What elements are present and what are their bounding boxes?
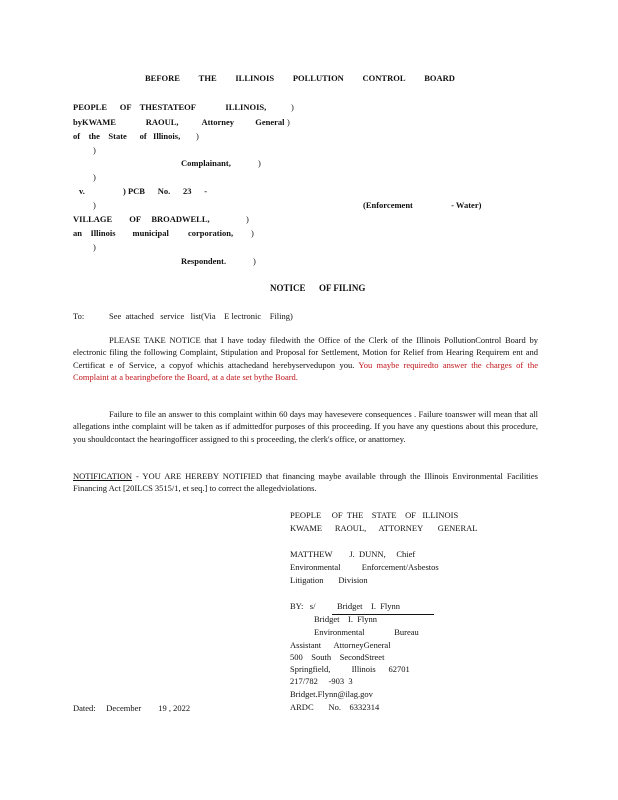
sig-ardc: ARDC No. 6332314 (290, 702, 380, 712)
sig-litigation: Litigation Division (290, 575, 368, 585)
caption-paren: ) (196, 131, 199, 141)
notification-label: NOTIFICATION (73, 471, 133, 481)
notice-paragraph (73, 334, 538, 384)
caption-paren: ) (287, 117, 290, 127)
sig-name: Bridget I. Flynn (314, 614, 378, 624)
notification-text: - YOU ARE HEREBY NOTIFIED that financing maybe available through the Illinois Environmental Facilities Financing Act [20ILCS 3515/1, et seq.] to correct the allegedviolations. (73, 471, 538, 494)
caption-paren: ) (93, 145, 96, 155)
sig-people: PEOPLE OF THE STATE OF ILLINOIS (290, 510, 459, 520)
to-label: To: (73, 311, 85, 321)
sig-assistant: Assistant AttorneyGeneral (290, 640, 391, 650)
court-header (145, 73, 455, 83)
sig-phone: 217/782 -903 3 (290, 676, 353, 686)
caption-people: PEOPLE OF THESTATEOF ILLINOIS, (73, 102, 267, 112)
caption-state: of the State of Illinois, (73, 131, 181, 141)
header-word: POLLUTION (292, 73, 344, 83)
caption-enforcement: (Enforcement - Water) (363, 200, 482, 210)
caption-kwame: byKWAME RAOUL, Attorney General (73, 117, 285, 127)
header-word: THE (198, 73, 217, 83)
caption-paren: ) (246, 214, 249, 224)
header-word: ILLINOIS (235, 73, 275, 83)
sig-by-name: Bridget I. Flynn (337, 601, 401, 611)
hearing-warning: You maybe requiredto answer the charges of the Complaint at a bearingbefore the Board, at a date set bythe Board. (73, 359, 538, 383)
to-value: See attached service list(Via E lectronic Filing) (109, 311, 293, 321)
header-word: CONTROL (362, 73, 406, 83)
sig-kwame: KWAME RAOUL, ATTORNEY GENERAL (290, 523, 478, 533)
caption-corporation: an Illinois municipal corporation, (73, 228, 234, 238)
caption-complainant: Complainant, (181, 158, 231, 168)
sig-by-label: BY: s/ (290, 601, 316, 611)
caption-respondent: Respondent. (181, 256, 227, 266)
caption-paren: ) (258, 158, 261, 168)
notice-title: NOTICE OF FILING (270, 283, 366, 293)
caption-village: VILLAGE OF BROADWELL, (73, 214, 210, 224)
sig-matthew: MATTHEW J. DUNN, Chief (290, 549, 416, 559)
failure-paragraph: Failure to file an answer to this complaint within 60 days may havesevere consequences . Failure toanswer will mean that all allegations inthe complaint will be taken as if admittedfor purposes of this proceeding. If you have any questions about this procedure, you shouldcontact the hearingofficer assigned to thi s proceeding, the clerk's office, or anattorney. (73, 409, 538, 444)
caption-versus: v. (79, 186, 85, 196)
caption-paren: ) (253, 256, 256, 266)
sig-email: Bridget.Flynn@ilag.gov (290, 689, 373, 699)
header-word: BEFORE (145, 73, 180, 83)
caption-paren: ) (291, 102, 294, 112)
caption-pcb-number: ) PCB No. 23 - (123, 186, 208, 196)
notification-paragraph (73, 470, 538, 495)
caption-paren: ) (93, 172, 96, 182)
caption-paren: ) (93, 200, 96, 210)
sig-environmental: Environmental Enforcement/Asbestos (290, 562, 439, 572)
sig-city: Springfield, Illinois 62701 (290, 664, 410, 674)
notice-text: PLEASE TAKE NOTICE that I have today filedwith the Office of the Clerk of the Illinois PollutionControl Board by electronic filing the following Complaint, Stipulation and Proposal for Settlement, Motion for Relief from Hearing Requirem ent and Certificat e of Service, a copyof whichis attachedand herebyservedupon you. (73, 335, 538, 370)
sig-address: 500 South SecondStreet (290, 652, 385, 662)
dated-line: Dated: December 19 , 2022 (73, 703, 191, 713)
caption-paren: ) (93, 242, 96, 252)
caption-paren: ) (251, 228, 254, 238)
header-word: BOARD (424, 73, 455, 83)
sig-bureau: Environmental Bureau (314, 627, 419, 637)
